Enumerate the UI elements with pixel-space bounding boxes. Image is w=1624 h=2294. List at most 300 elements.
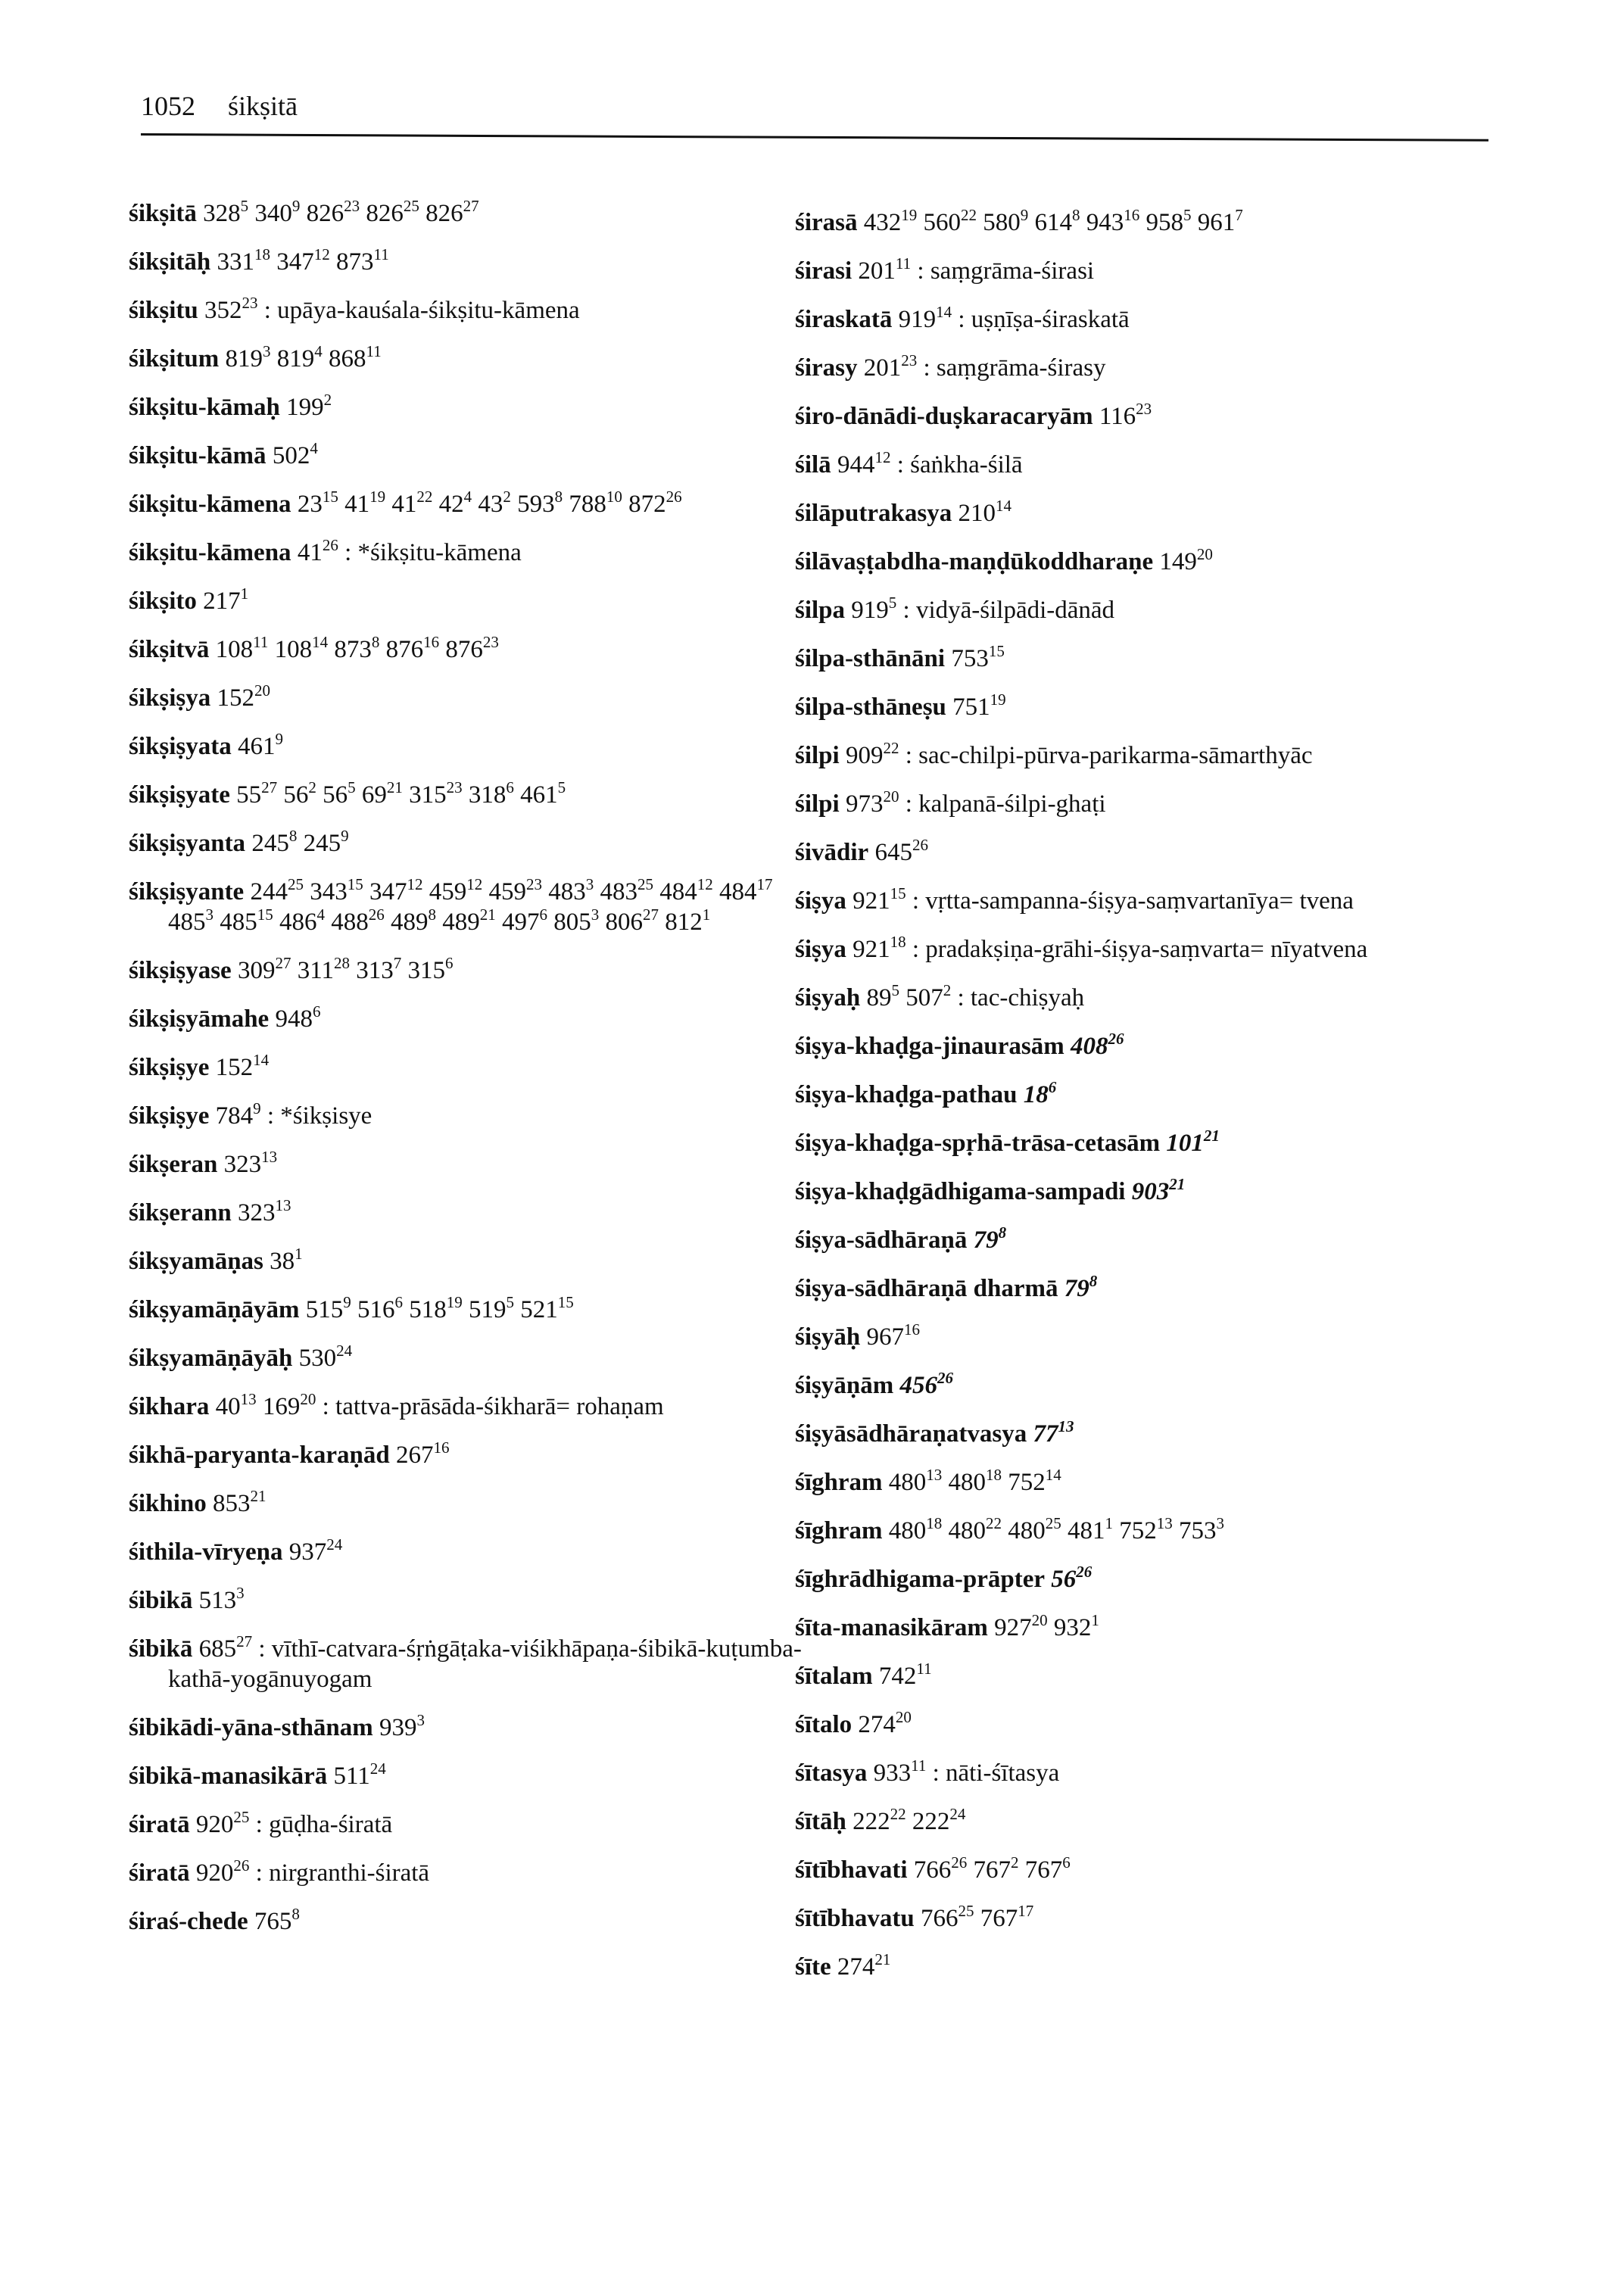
gloss: : uṣṇīṣa-śiraskatā: [958, 306, 1130, 333]
index-entry: [795, 1419, 1476, 1449]
page-reference: $408^{26}$: [1070, 1030, 1124, 1060]
headword: śīghram: [795, 1469, 883, 1496]
page-reference: $318^6$: [468, 778, 514, 809]
page-reference: $920^{26}$: [195, 1856, 250, 1887]
page-reference: $461^9$: [237, 730, 283, 760]
headword: śikṣiṣyase: [129, 957, 232, 984]
index-entry: [795, 886, 1476, 916]
index-entry: [795, 1031, 1476, 1061]
page-reference: $201^{23}$: [863, 351, 918, 382]
index-entry: [129, 1585, 810, 1616]
right-column: [795, 207, 1476, 2000]
index-entry: [129, 828, 810, 859]
page-reference: $944^{12}$: [837, 448, 891, 478]
page-reference: $752^{13}$: [1119, 1514, 1173, 1544]
page-reference: $753^{15}$: [951, 642, 1005, 672]
index-entry: [795, 1710, 1476, 1740]
page-reference: $516^6$: [357, 1293, 404, 1323]
page-reference: $116^{23}$: [1099, 400, 1152, 430]
headword: śītībhavati: [795, 1856, 908, 1884]
page-reference: $751^{19}$: [952, 690, 1006, 721]
index-entry: [795, 644, 1476, 674]
index-entry: [129, 1343, 810, 1373]
index-entry: [129, 1052, 810, 1083]
page-reference: $973^{20}$: [845, 787, 899, 818]
gloss: : nāti-śītasya: [932, 1759, 1060, 1787]
page-reference: $169^{20}$: [262, 1390, 316, 1420]
page-reference: $41^{22}$: [391, 488, 433, 518]
index-entry: [129, 1634, 810, 1694]
page-reference: $919^{14}$: [898, 303, 952, 333]
page-reference: $18^6$: [1023, 1078, 1057, 1108]
page-reference: $489^{21}$: [442, 905, 496, 936]
page-reference: $201^{11}$: [858, 254, 912, 285]
page-reference: $309^{27}$: [237, 954, 291, 984]
index-entry: [129, 634, 810, 665]
page-reference: $943^{16}$: [1086, 206, 1140, 236]
index-entry: [129, 1295, 810, 1325]
page-reference: $927^{20}$: [994, 1611, 1048, 1641]
index-entry: [129, 1488, 810, 1519]
gloss: : upāya-kauśala-śikṣitu-kāmena: [263, 297, 580, 324]
headword: śiṣyāḥ: [795, 1323, 861, 1351]
page-reference: $23^{15}$: [297, 488, 338, 518]
page-reference: $38^1$: [270, 1245, 303, 1275]
page-reference: $967^{16}$: [866, 1320, 920, 1351]
page-reference: $766^{25}$: [920, 1902, 974, 1932]
headword: śikṣiṣyata: [129, 733, 232, 760]
index-entry: [795, 1322, 1476, 1352]
headword: śibikādi-yāna-sthānam: [129, 1714, 373, 1741]
page-reference: $805^3$: [553, 905, 600, 936]
page-reference: $515^9$: [305, 1293, 351, 1323]
page-reference: $101^{21}$: [1166, 1127, 1220, 1157]
page-reference: $518^{19}$: [409, 1293, 463, 1323]
page-reference: $819^3$: [225, 342, 271, 372]
page-reference: $645^{26}$: [874, 836, 928, 866]
page-reference: $323^{13}$: [223, 1148, 278, 1178]
page-reference: $909^{22}$: [845, 739, 899, 769]
page-reference: $868^{11}$: [328, 342, 382, 372]
headword: śiratā: [129, 1811, 190, 1838]
headword: śibikā-manasikārā: [129, 1763, 328, 1790]
left-column: [129, 198, 810, 1955]
running-header: [141, 89, 1488, 123]
headword: śirasy: [795, 354, 858, 382]
index-entry: [129, 731, 810, 762]
headword: śikṣitā: [129, 200, 197, 227]
index-entry: [795, 1952, 1476, 1982]
page-reference: $767^2$: [973, 1853, 1019, 1884]
headword: śikṣitu-kāmā: [129, 442, 267, 469]
headword: śikṣitvā: [129, 636, 210, 663]
page-reference: $932^1$: [1053, 1611, 1099, 1641]
index-entry: [795, 1564, 1476, 1594]
headword: śikṣitu: [129, 297, 198, 324]
headword: śikṣiṣyante: [129, 878, 245, 905]
page-reference: $484^{17}$: [718, 875, 773, 905]
headword: śikṣito: [129, 588, 197, 615]
index-entry: [129, 1004, 810, 1034]
page-reference: $489^8$: [391, 905, 436, 936]
page-reference: $580^9$: [983, 206, 1029, 236]
page-reference: $937^{24}$: [288, 1535, 343, 1566]
gloss: : nirgranthi-śiratā: [255, 1859, 430, 1887]
index-entry: [795, 934, 1476, 965]
page-reference: $42^4$: [438, 488, 472, 518]
headword: śiṣya: [795, 936, 846, 963]
headword: śikṣitum: [129, 345, 220, 372]
page-reference: $108^{11}$: [215, 633, 269, 663]
page-reference: $432^{19}$: [863, 206, 918, 236]
index-entry: [129, 538, 810, 568]
page-reference: $480^{22}$: [948, 1514, 1002, 1544]
index-entry: [795, 1806, 1476, 1837]
page-reference: $315^{23}$: [409, 778, 463, 809]
headword: śītalam: [795, 1663, 873, 1690]
page-reference: $222^{22}$: [853, 1805, 906, 1835]
page-reference: $315^6$: [407, 954, 454, 984]
index-entry: [795, 692, 1476, 722]
headword: śiṣya-sādhāraṇā dharmā: [795, 1275, 1058, 1302]
page-reference: $244^{25}$: [250, 875, 304, 905]
gloss: : gūḍha-śiratā: [255, 1811, 393, 1838]
page-reference: $481^1$: [1068, 1514, 1113, 1544]
page-reference: $488^{26}$: [331, 905, 385, 936]
page-reference: $484^{12}$: [659, 875, 713, 905]
page-reference: $767^{17}$: [980, 1902, 1034, 1932]
headword: śikṣitu-kāmena: [129, 491, 291, 518]
index-entry: [129, 1246, 810, 1276]
page-reference: $56^5$: [323, 778, 356, 809]
gloss: : *śikṣisye: [267, 1102, 372, 1130]
headword: śikṣyamāṇas: [129, 1248, 263, 1275]
page-number: 1052: [141, 91, 195, 121]
headword: śibikā: [129, 1635, 193, 1663]
index-entry: [129, 955, 810, 986]
index-entry: [795, 1516, 1476, 1546]
page-reference: $43^2$: [478, 488, 511, 518]
page-reference: $933^{11}$: [873, 1756, 927, 1787]
headword: śiṣyāṇām: [795, 1372, 894, 1399]
headword: śirasā: [795, 209, 858, 236]
page-reference: $313^7$: [356, 954, 402, 984]
page-reference: $323^{13}$: [237, 1196, 291, 1226]
page-reference: $752^{14}$: [1008, 1466, 1061, 1496]
page-reference: $79^8$: [973, 1223, 1007, 1254]
headword: śiṣya-khaḍga-pathau: [795, 1081, 1018, 1108]
headword: śilpi: [795, 790, 840, 818]
index-entry: [795, 1177, 1476, 1207]
index-entry: [795, 789, 1476, 819]
index-entry: [795, 1370, 1476, 1401]
index-entry: [129, 1537, 810, 1567]
page-reference: $753^3$: [1179, 1514, 1224, 1544]
index-entry: [795, 1855, 1476, 1885]
index-entry: [795, 1903, 1476, 1934]
page-reference: $685^{27}$: [198, 1632, 253, 1663]
page-reference: $77^{13}$: [1033, 1417, 1074, 1448]
headword: śibikā: [129, 1587, 193, 1614]
gloss: : pradakṣiṇa-grāhi-śiṣya-saṃvarta= nīyatvena: [912, 936, 1368, 963]
page-reference: $480^{18}$: [948, 1466, 1002, 1496]
index-entry: [795, 207, 1476, 238]
page-reference: $784^9$: [215, 1099, 261, 1130]
page-reference: $530^{24}$: [298, 1342, 353, 1372]
page-reference: $210^{14}$: [958, 497, 1011, 527]
headword: śilā: [795, 451, 831, 478]
headword: śītībhavatu: [795, 1905, 915, 1932]
headword: śiṣya-khaḍga-jinaurasām: [795, 1033, 1064, 1060]
page-reference: $920^{25}$: [195, 1808, 250, 1838]
headword: śikṣitu-kāmaḥ: [129, 394, 280, 421]
page-reference: $873^{11}$: [335, 245, 389, 276]
page-reference: $788^{10}$: [569, 488, 622, 518]
page-reference: $347^{12}$: [369, 875, 423, 905]
page-reference: $331^{18}$: [217, 245, 270, 276]
page-reference: $873^8$: [334, 633, 380, 663]
headword: śikhino: [129, 1490, 207, 1517]
index-entry: [795, 837, 1476, 868]
index-entry: [795, 547, 1476, 577]
index-entry: [129, 489, 810, 519]
page-reference: $766^{26}$: [913, 1853, 968, 1884]
headword: śiraskatā: [795, 306, 893, 333]
gloss: : vṛtta-sampanna-śiṣya-saṃvartanīya= tvena: [912, 887, 1354, 915]
page-reference: $485^3$: [168, 905, 214, 936]
headword: śiro-dānādi-duṣkaracaryām: [795, 403, 1093, 430]
index-entry: [129, 1906, 810, 1937]
index-entry: [795, 304, 1476, 335]
gloss: : kalpanā-śilpi-ghaṭi: [905, 790, 1106, 818]
page-reference: $872^{26}$: [628, 488, 682, 518]
page-reference: $826^{23}$: [306, 197, 360, 227]
index-entry: [129, 198, 810, 229]
page-reference: $311^{28}$: [297, 954, 350, 984]
page-reference: $79^8$: [1064, 1272, 1098, 1302]
headword: śikhara: [129, 1393, 210, 1420]
headword: śikṣiṣya: [129, 684, 211, 712]
headword: śītāḥ: [795, 1808, 846, 1835]
index-entry: [129, 683, 810, 713]
header-rule: [141, 133, 1488, 142]
page-reference: $56^{26}$: [1051, 1563, 1093, 1593]
page-reference: $767^6$: [1024, 1853, 1071, 1884]
page-reference: $961^7$: [1197, 206, 1243, 236]
index-entry: [129, 1149, 810, 1180]
page-reference: $819^4$: [276, 342, 323, 372]
headword: śikṣiṣyanta: [129, 830, 246, 857]
headword: śilāputrakasya: [795, 500, 952, 527]
page-reference: $274^{20}$: [858, 1708, 912, 1738]
page-reference: $245^8$: [251, 827, 298, 857]
page-reference: $343^{15}$: [310, 875, 363, 905]
index-entry: [795, 983, 1476, 1013]
headword: śikṣitāḥ: [129, 248, 211, 276]
page-reference: $55^{27}$: [236, 778, 278, 809]
headword: śikṣitu-kāmena: [129, 539, 291, 566]
page-reference: $483^3$: [548, 875, 594, 905]
index-entry: [795, 1613, 1476, 1643]
index-entry: [129, 441, 810, 471]
page-reference: $519^5$: [469, 1293, 515, 1323]
page-reference: $826^{25}$: [366, 197, 419, 227]
index-entry: [795, 353, 1476, 383]
index-entry: [129, 1858, 810, 1888]
headword: śiṣya-khaḍgādhigama-sampadi: [795, 1178, 1126, 1205]
index-entry: [129, 586, 810, 616]
page-reference: $812^1$: [665, 905, 711, 936]
headword: śithila-vīryeṇa: [129, 1538, 283, 1566]
index-entry: [795, 450, 1476, 480]
gloss: : saṃgrāma-śirasi: [917, 257, 1095, 285]
headword: śikṣyamāṇāyāḥ: [129, 1345, 293, 1372]
gloss: : tattva-prāsāda-śikharā= rohaṇam: [322, 1393, 664, 1420]
page-reference: $511^{24}$: [333, 1759, 386, 1790]
index-entry: [129, 344, 810, 374]
page-reference: $921^{18}$: [853, 933, 906, 963]
page-reference: $352^{23}$: [204, 294, 258, 324]
gloss: : vidyā-śilpādi-dānād: [902, 597, 1115, 624]
page-reference: $876^{16}$: [385, 633, 440, 663]
index-entry: [795, 401, 1476, 432]
headword: śiṣya: [795, 887, 846, 915]
index-entry: [795, 1273, 1476, 1304]
page-reference: $485^{15}$: [220, 905, 273, 936]
index-entry: [129, 1198, 810, 1228]
page-reference: $507^2$: [906, 981, 952, 1011]
index-entry: [795, 1225, 1476, 1255]
headword: śikṣerann: [129, 1199, 232, 1226]
page-reference: $614^8$: [1034, 206, 1080, 236]
page-reference: $56^2$: [283, 778, 316, 809]
page-reference: $199^2$: [286, 391, 332, 421]
headword: śikṣiṣye: [129, 1054, 210, 1081]
page-reference: $274^{21}$: [837, 1950, 891, 1981]
index-entry: [129, 295, 810, 326]
page-reference: $876^{23}$: [445, 633, 499, 663]
page-reference: $108^{14}$: [274, 633, 329, 663]
page-reference: $149^{20}$: [1159, 545, 1213, 575]
gloss: : śaṅkha-śilā: [896, 451, 1023, 478]
index-entry: [795, 1467, 1476, 1498]
headword: śilpi: [795, 742, 840, 769]
gloss: : *śikṣitu-kāmena: [344, 539, 522, 566]
page-reference: $340^9$: [254, 197, 301, 227]
running-head: śikṣitā: [228, 91, 298, 121]
index-entry: [795, 1128, 1476, 1158]
index-entry: [129, 1392, 810, 1422]
headword: śītasya: [795, 1759, 868, 1787]
headword: śilpa: [795, 597, 846, 624]
page-reference: $69^{21}$: [361, 778, 403, 809]
page-reference: $593^8$: [517, 488, 563, 518]
headword: śīte: [795, 1953, 831, 1981]
index-entry: [129, 1101, 810, 1131]
headword: śikṣiṣye: [129, 1102, 210, 1130]
headword: śītalo: [795, 1711, 853, 1738]
page-reference: $245^9$: [303, 827, 349, 857]
page-reference: $521^{15}$: [520, 1293, 574, 1323]
index-entry: [129, 780, 810, 810]
gloss: : vīthī-catvara-śṛṅgāṭaka-viśikhāpaṇa-śibikā-kuṭumba-kathā-yogānuyogam: [168, 1635, 802, 1693]
headword: śirasi: [795, 257, 853, 285]
headword: śiṣya-khaḍga-spṛhā-trāsa-cetasām: [795, 1130, 1161, 1157]
index-entry: [129, 1713, 810, 1743]
page-reference: $89^5$: [866, 981, 899, 1011]
page-reference: $826^{27}$: [425, 197, 479, 227]
page-reference: $939^3$: [379, 1711, 425, 1741]
gloss: : saṃgrāma-śirasy: [923, 354, 1106, 382]
page-reference: $456^{26}$: [899, 1369, 953, 1399]
page-reference: $461^5$: [520, 778, 566, 809]
headword: śiṣyaḥ: [795, 984, 861, 1011]
gloss: : tac-chiṣyaḥ: [957, 984, 1085, 1011]
page-reference: $347^{12}$: [276, 245, 330, 276]
page-reference: $560^{22}$: [923, 206, 977, 236]
headword: śikṣiṣyāmahe: [129, 1005, 270, 1033]
headword: śilpa-sthāneṣu: [795, 693, 946, 721]
page-reference: $513^3$: [198, 1584, 245, 1614]
page-reference: $40^{13}$: [215, 1390, 257, 1420]
index-entry: [795, 740, 1476, 771]
headword: śīta-manasikāram: [795, 1614, 988, 1641]
page-reference: $853^{21}$: [213, 1487, 267, 1517]
page-reference: $958^5$: [1146, 206, 1192, 236]
page-reference: $480^{13}$: [888, 1466, 943, 1496]
index-entry: [795, 1758, 1476, 1788]
page-reference: $480^{18}$: [888, 1514, 943, 1544]
gloss: : sac-chilpi-pūrva-parikarma-sāmarthyāc: [905, 742, 1313, 769]
index-entry: [795, 498, 1476, 528]
page-reference: $328^5$: [203, 197, 249, 227]
headword: śiratā: [129, 1859, 190, 1887]
page-reference: $480^{25}$: [1008, 1514, 1061, 1544]
page-reference: $903^{21}$: [1131, 1175, 1186, 1205]
page-reference: $217^1$: [203, 584, 249, 615]
page-reference: $459^{23}$: [488, 875, 542, 905]
headword: śīghrādhigama-prāpter: [795, 1566, 1045, 1593]
headword: śīghram: [795, 1517, 883, 1544]
index-entry: [795, 1661, 1476, 1691]
headword: śiraś-chede: [129, 1908, 248, 1935]
page-reference: $483^{25}$: [600, 875, 653, 905]
index-entry: [129, 1809, 810, 1840]
page-reference: $921^{15}$: [853, 884, 906, 915]
page-reference: $497^6$: [502, 905, 547, 936]
page-reference: $486^4$: [279, 905, 325, 936]
headword: śiṣya-sādhāraṇā: [795, 1226, 968, 1254]
page-reference: $267^{16}$: [396, 1438, 450, 1469]
page-reference: $919^5$: [851, 594, 897, 624]
page-reference: $459^{12}$: [429, 875, 483, 905]
index-entry: [129, 1440, 810, 1470]
index-entry: [129, 1761, 810, 1791]
page-reference: $152^{14}$: [215, 1051, 270, 1081]
headword: śilāvaṣṭabdha-maṇḍūkoddharaṇe: [795, 548, 1154, 575]
page-reference: $806^{27}$: [605, 905, 659, 936]
headword: śikṣyamāṇāyām: [129, 1296, 300, 1323]
headword: śikhā-paryanta-karaṇād: [129, 1442, 390, 1469]
index-entry: [129, 877, 810, 937]
index-entry: [795, 256, 1476, 286]
headword: śivādir: [795, 839, 869, 866]
page-reference: $948^6$: [275, 1002, 321, 1033]
page-reference: $222^{24}$: [912, 1805, 966, 1835]
index-entry: [795, 1080, 1476, 1110]
page-reference: $502^4$: [272, 439, 318, 469]
page-reference: $765^8$: [254, 1905, 300, 1935]
